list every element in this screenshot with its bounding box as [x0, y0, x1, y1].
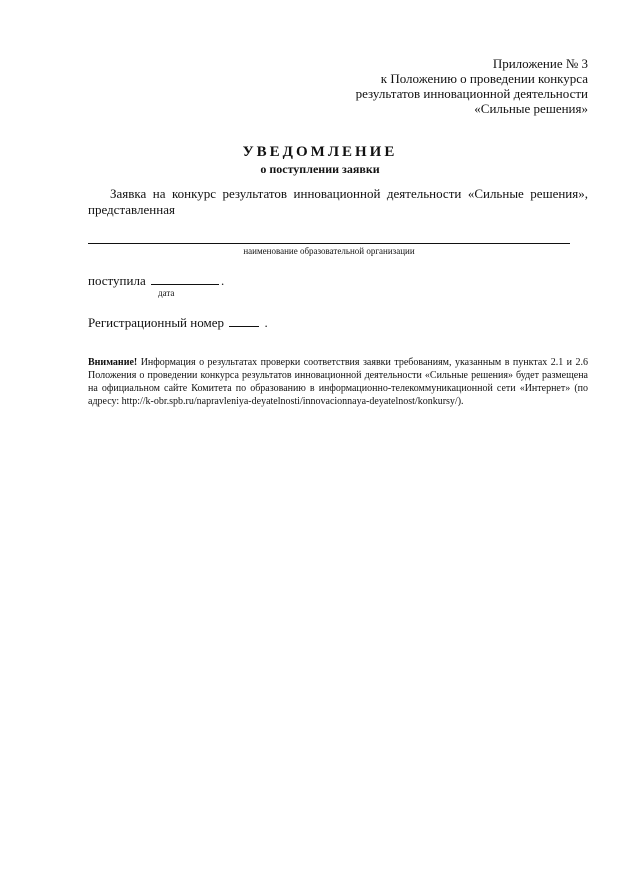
annex-header: [356, 56, 588, 116]
notice-text: Информация о результатах проверки соответствия заявки требованиям, указанным в пунктах 2.1 и 2.6 Положения о проведении конкурса результатов инновационной деятельности «Сильные решения» будет размещена на официальном сайте Комитета по образованию в информационно-телекоммуникационной сети «Интернет» (по адресу: http://k-obr.spb.ru/napravleniya-deyatelnosti/innovacionnaya-deyatelnost/konkursy/).: [88, 357, 588, 407]
received-row: [88, 272, 224, 289]
annex-line: Приложение № 3: [492, 56, 588, 71]
regnum-blank-field: [229, 314, 259, 327]
received-label: поступила: [88, 273, 146, 288]
regnum-label: Регистрационный номер: [88, 315, 224, 330]
annex-line: результатов инновационной деятельности: [355, 86, 588, 101]
document-title: УВЕДОМЛЕНИЕ: [242, 144, 398, 160]
registration-number-row: [88, 314, 268, 331]
organization-caption: наименование образовательной организации: [243, 246, 415, 256]
document-subtitle: о поступлении заявки: [260, 162, 380, 176]
organization-name-line: [88, 243, 570, 244]
annex-line: «Сильные решения»: [474, 101, 588, 116]
received-suffix: .: [220, 273, 225, 288]
notice-block: [88, 356, 588, 408]
regnum-suffix: .: [264, 315, 268, 330]
notice-label: Внимание!: [88, 357, 138, 368]
date-caption: дата: [158, 288, 175, 298]
date-blank-field: [151, 272, 219, 285]
annex-line: к Положению о проведении конкурса: [380, 71, 588, 86]
application-paragraph: Заявка на конкурс результатов инновационной деятельности «Сильные решения», представленная: [88, 186, 588, 217]
